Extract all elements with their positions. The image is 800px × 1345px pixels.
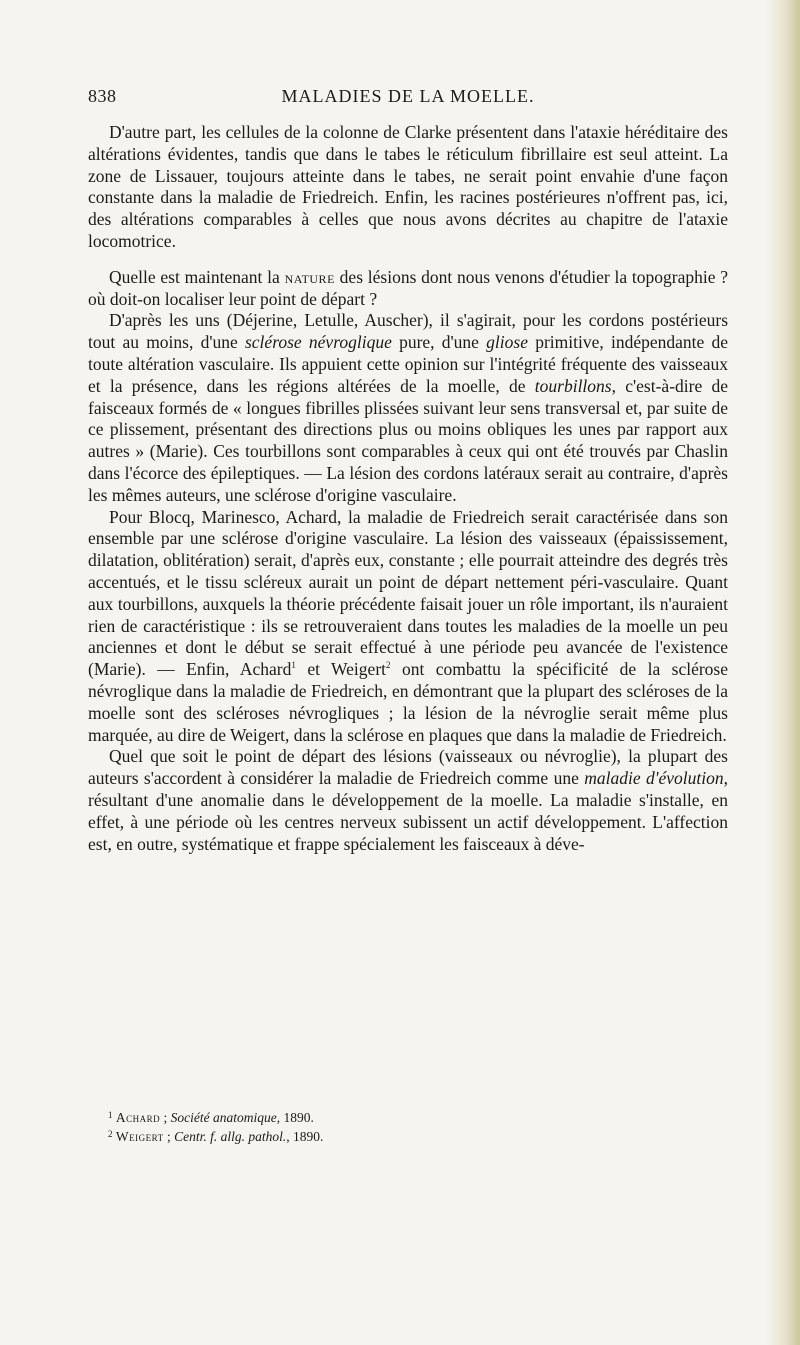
- paragraph-3-text-g: , c'est-à-dire de faisceaux formés de « longues fibrilles plissées suivant leur sens transversal et, par suite de ce plissement, présentant des directions plus ou moins obliques les unes par rapport aux autres » (Marie). Ces tourbillons sont comparables à ceux qui ont été trouvés par Chaslin dans l'écorce des épileptiques. — La lésion des cordons latéraux serait au contraire, d'après les mêmes auteurs, une sclérose d'origine vasculaire.: [88, 375, 729, 505]
- footnote-2-mark: 2: [108, 1129, 113, 1139]
- emphasis-sclerose-nevroglique: sclérose névroglique: [244, 332, 392, 353]
- paragraph-3-text-c: pure, d'une: [391, 332, 487, 353]
- page-header: [88, 86, 728, 110]
- footnote-2-separator: ;: [163, 1129, 175, 1144]
- footnote-1-separator: ;: [160, 1110, 171, 1125]
- paragraph-4-text-b: et Weigert: [295, 659, 387, 680]
- footnote-1-mark: 1: [108, 1110, 113, 1120]
- footnote-2-year: , 1890.: [286, 1129, 324, 1144]
- paragraph-2: [88, 267, 728, 311]
- running-title: MALADIES DE LA MOELLE.: [281, 86, 535, 106]
- footnotes: [88, 1107, 728, 1145]
- emphasis-nature: nature: [284, 266, 335, 287]
- footnote-ref-1: 1: [291, 660, 296, 671]
- emphasis-tourbillons: tourbillons: [534, 375, 612, 396]
- paragraph-3-text-e: primitive, indépendante de toute altération vasculaire. Ils appuient cette opinion sur l'intégrité fréquente des vaisseaux et la présence, dans les régions altérées de la moelle, de: [88, 332, 729, 396]
- paragraph-1: D'autre part, les cellules de la colonne de Clarke présentent dans l'ataxie héréditaire des altérations évidentes, tandis que dans le tabes le réticulum fibrillaire est seul atteint. La zone de Lissauer, toujours atteinte dans le tabes, ne serait point envahie d'une façon constante dans la maladie de Friedreich. Enfin, les racines postérieures n'offrent pas, ici, des altérations comparables à celles que nous avons décrites au chapitre de l'ataxie locomotrice.: [88, 122, 728, 251]
- paragraph-5-text-a: Quel que soit le point de départ des lésions (vaisseaux ou névroglie), la plupart des auteurs s'accordent à considérer la maladie de Friedreich comme une: [88, 746, 728, 789]
- paragraph-4-text-a: Pour Blocq, Marinesco, Achard, la maladie de Friedreich serait caractérisée dans son ensemble par une sclérose d'origine vasculaire. La lésion des vaisseaux (épaississement, dilatation, oblitération) serait, d'après eux, constante ; elle pourrait atteindre des degrés très accentués, et le tissu scléreux aurait un point de départ nettement péri-vasculaire. Quant aux tourbillons, auxquels la théorie précédente faisait jouer un rôle important, ils n'auraient rien de caractéristique : ils se retrouveraient dans toutes les maladies de la moelle un peu anciennes et dont le début se serait effectué à une période peu avancée de l'existence (Marie). — Enfin, Achard: [88, 506, 728, 680]
- footnote-1-year: , 1890.: [276, 1110, 314, 1125]
- paragraph-2-text-a: Quelle est maintenant la: [109, 266, 285, 287]
- emphasis-maladie-evolution: maladie d'évolution: [584, 768, 724, 789]
- emphasis-gliose: gliose: [486, 332, 528, 353]
- footnote-1: [88, 1107, 728, 1126]
- paragraph-4: [88, 507, 728, 747]
- footnote-2-source: Centr. f. allg. pathol.: [174, 1129, 287, 1144]
- page-number: 838: [88, 86, 117, 106]
- footnote-ref-2: 2: [386, 660, 391, 671]
- page-edge-shadow: [766, 0, 800, 1345]
- footnote-2: [88, 1126, 728, 1145]
- paragraph-5: [88, 746, 728, 855]
- paragraph-4-text-c: ont combattu la spécificité de la sclérose névroglique dans la maladie de Friedreich, en démontrant que la plupart des scléroses de la moelle sont des scléroses névrogliques ; la lésion de la névroglie serait même plus marquée, au dire de Weigert, dans la sclérose en plaques que dans la maladie de Friedreich.: [88, 659, 729, 745]
- footnote-2-author: Weigert: [115, 1129, 164, 1144]
- paragraph-3: [88, 310, 728, 506]
- footnote-1-source: Société anatomique: [170, 1110, 277, 1125]
- paragraph-3-text-a: D'après les uns (Déjerine, Letulle, Auscher), il s'agirait, pour les cordons postérieurs tout au moins, d'une: [88, 310, 728, 353]
- body-text: [88, 122, 728, 855]
- paragraph-2-text-c: des lésions dont nous venons d'étudier la topographie ? où doit-on localiser leur point de départ ?: [88, 266, 729, 309]
- footnote-1-author: Achard: [115, 1110, 161, 1125]
- paragraph-5-text-c: , résultant d'une anomalie dans le développement de la moelle. La maladie s'installe, en effet, à une période où les centres nerveux subissent un actif développement. L'affection est, en outre, systématique et frappe spécialement les faisceaux à déve-: [88, 768, 728, 854]
